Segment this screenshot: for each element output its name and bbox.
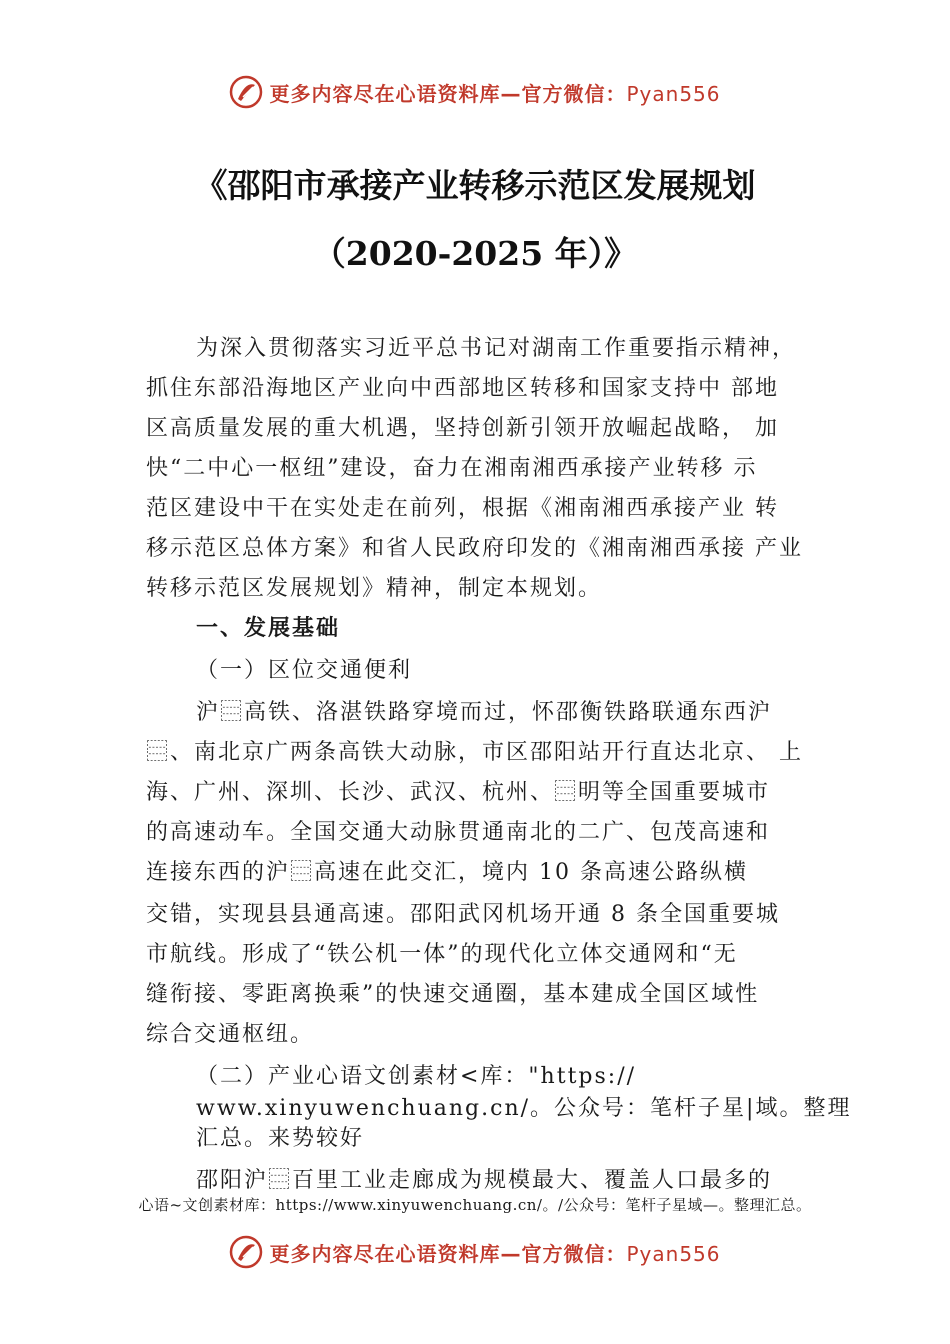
document-title: 《邵阳市承接产业转移示范区发展规划 [194, 166, 756, 205]
document-subtitle: （2020-2025 年）》 [312, 234, 638, 273]
footer-source-note: 心语~文创素材库：https://www.xinyuwenchuang.cn/。/公众号：笔杆子星域—。整理汇总。 [138, 1196, 812, 1214]
wechat-id: Pyan556 [626, 81, 721, 106]
wechat-id: Pyan556 [626, 1241, 721, 1266]
subsection-heading: （二）产业心语文创素材<库："https:// [196, 1064, 637, 1089]
section-heading: 一、发展基础 [196, 616, 341, 641]
intro-line: 抓住东部沿海地区产业向中西部地区转移和国家支持中 部地 [146, 376, 779, 401]
intro-line: 移示范区总体方案》和省人民政府印发的《湘南湘西承接 产业 [146, 536, 803, 561]
bottom-watermark-banner [0, 1232, 950, 1272]
intro-line: 转移示范区发展规划》精神，制定本规划。 [146, 576, 603, 601]
body-line: 综合交通枢纽。 [146, 1022, 315, 1047]
intro-line: 范区建设中干在实处走在前列，根据《湘南湘西承接产业 转 [146, 496, 779, 521]
banner-text: 更多内容尽在心语资料库—官方微信：Pyan556 [269, 1241, 721, 1266]
body-line: ⿳、南北京广两条高铁大动脉，市区邵阳站开行直达北京、 上 [146, 740, 803, 765]
body-line: 沪⿳高铁、洛湛铁路穿境而过，怀邵衡铁路联通东西沪 [196, 700, 773, 725]
banner-text: 更多内容尽在心语资料库—官方微信：Pyan556 [269, 81, 721, 106]
body-line: 邵阳沪⿳百里工业走廊成为规模最大、覆盖人口最多的 [196, 1168, 773, 1193]
body-line: 连接东西的沪⿳高速在此交汇，境内 10 条高速公路纵横 [146, 860, 748, 885]
intro-line: 为深入贯彻落实习近平总书记对湖南工作重要指示精神， [196, 336, 797, 361]
body-line: 的高速动车。全国交通大动脉贯通南北的二广、包茂高速和 [146, 820, 771, 845]
body-line: 缝衔接、零距离换乘”的快速交通圈，基本建成全国区域性 [146, 982, 760, 1007]
brand-logo-icon [229, 1235, 263, 1269]
subsection-heading: 汇总。来势较好 [196, 1126, 365, 1151]
intro-line: 快“二中心一枢纽”建设，奋力在湘南湘西承接产业转移 示 [146, 456, 758, 481]
body-line: 海、广州、深圳、长沙、武汉、杭州、⿳明等全国重要城市 [146, 780, 771, 805]
brand-logo-icon [229, 75, 263, 109]
body-line: 市航线。形成了“铁公机一体”的现代化立体交通网和“无 [146, 942, 738, 967]
top-watermark-banner [0, 72, 950, 112]
intro-line: 区高质量发展的重大机遇，坚持创新引领开放崛起战略， 加 [146, 416, 779, 441]
subsection-heading: （一）区位交通便利 [196, 658, 413, 683]
subsection-heading: www.xinyuwenchuang.cn/。公众号：笔杆子星|域。整理 [196, 1096, 852, 1121]
body-line: 交错，实现县县通高速。邵阳武冈机场开通 8 条全国重要城 [146, 902, 780, 927]
